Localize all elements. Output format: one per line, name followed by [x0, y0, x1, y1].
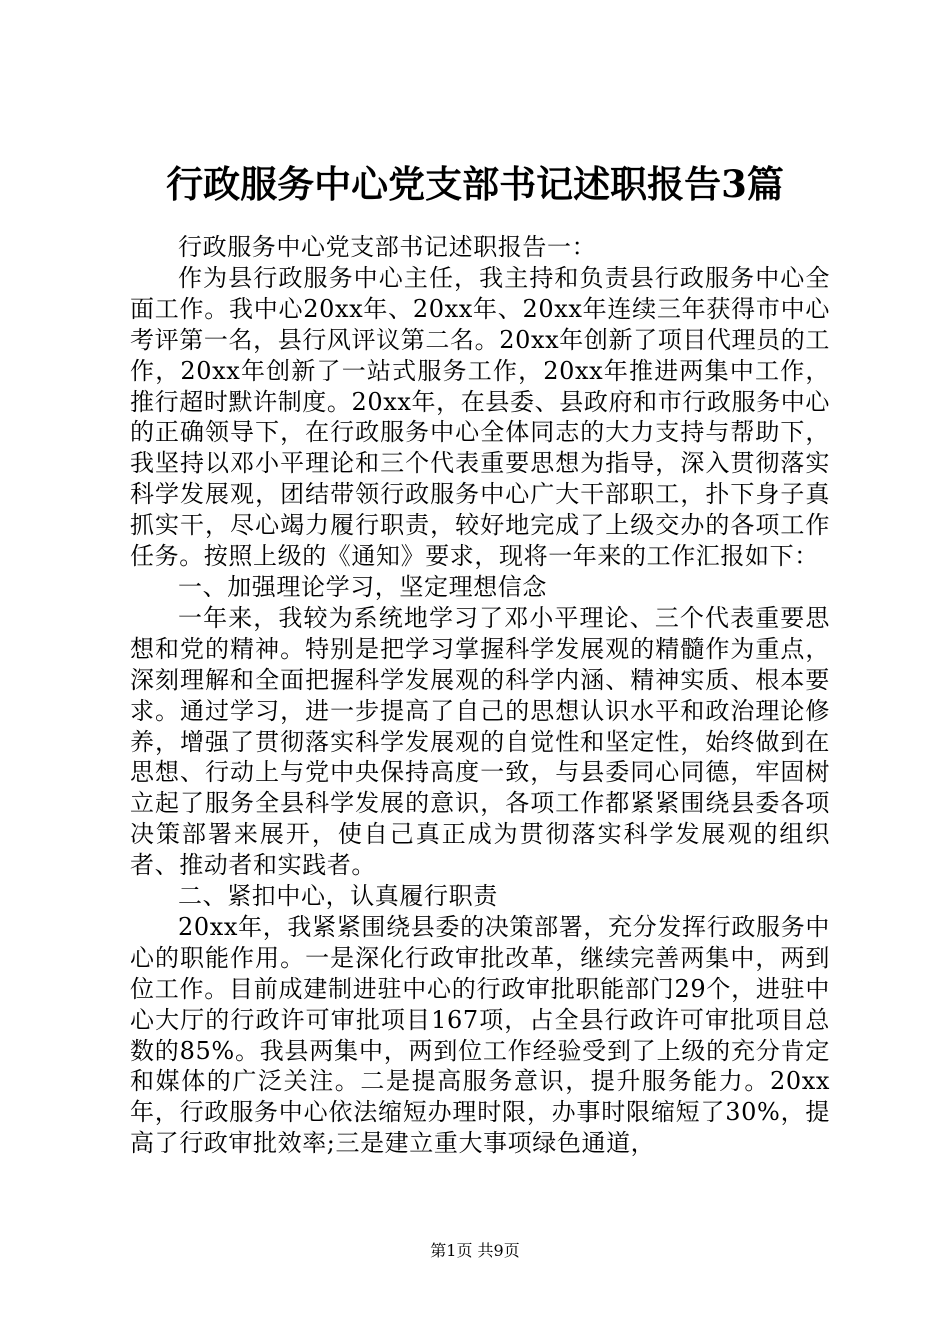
document-body	[130, 232, 830, 1159]
paragraph-theory-study: 一年来，我较为系统地学习了邓小平理论、三个代表重要思想和党的精神。特别是把学习掌握科学发展观的精髓作为重点，深刻理解和全面把握科学发展观的科学内涵、精神实质、根本要求。通过学习，进一步提高了自己的思想认识水平和政治理论修养，增强了贯彻落实科学发展观的自觉性和坚定性，始终做到在思想、行动上与党中央保持高度一致，与县委同心同德，牢固树立起了服务全县科学发展的意识，各项工作都紧紧围绕县委各项决策部署来展开，使自己真正成为贯彻落实科学发展观的组织者、推动者和实践者。	[130, 603, 830, 880]
page-number-footer: 第1页 共9页	[430, 1241, 520, 1260]
document-title: 行政服务中心党支部书记述职报告3篇	[166, 162, 784, 206]
paragraph-duties: 20xx年，我紧紧围绕县委的决策部署，充分发挥行政服务中心的职能作用。一是深化行政审批改革，继续完善两集中，两到位工作。目前成建制进驻中心的行政审批职能部门29个，进驻中心大厅的行政许可审批项目167项，占全县行政许可审批项目总数的85%。我县两集中，两到位工作经验受到了上级的充分肯定和媒体的广泛关注。二是提高服务意识，提升服务能力。20xx年，行政服务中心依法缩短办理时限，办事时限缩短了30%，提高了行政审批效率;三是建立重大事项绿色通道，	[130, 912, 830, 1158]
paragraph-intro: 作为县行政服务中心主任，我主持和负责县行政服务中心全面工作。我中心20xx年、20xx年、20xx年连续三年获得市中心考评第一名，县行风评议第二名。20xx年创新了项目代理员的工作，20xx年创新了一站式服务工作，20xx年推进两集中工作，推行超时默许制度。20xx年，在县委、县政府和市行政服务中心的正确领导下，在行政服务中心全体同志的大力支持与帮助下，我坚持以邓小平理论和三个代表重要思想为指导，深入贯彻落实科学发展观，团结带领行政服务中心广大干部职工，扑下身子真抓实干，尽心竭力履行职责，较好地完成了上级交办的各项工作任务。按照上级的《通知》要求，现将一年来的工作汇报如下：	[130, 263, 830, 571]
section-heading-theory-study: 一、加强理论学习，坚定理想信念	[178, 572, 547, 601]
section-heading-duties: 二、紧扣中心，认真履行职责	[178, 882, 498, 911]
paragraph-report-heading: 行政服务中心党支部书记述职报告一：	[178, 233, 597, 261]
